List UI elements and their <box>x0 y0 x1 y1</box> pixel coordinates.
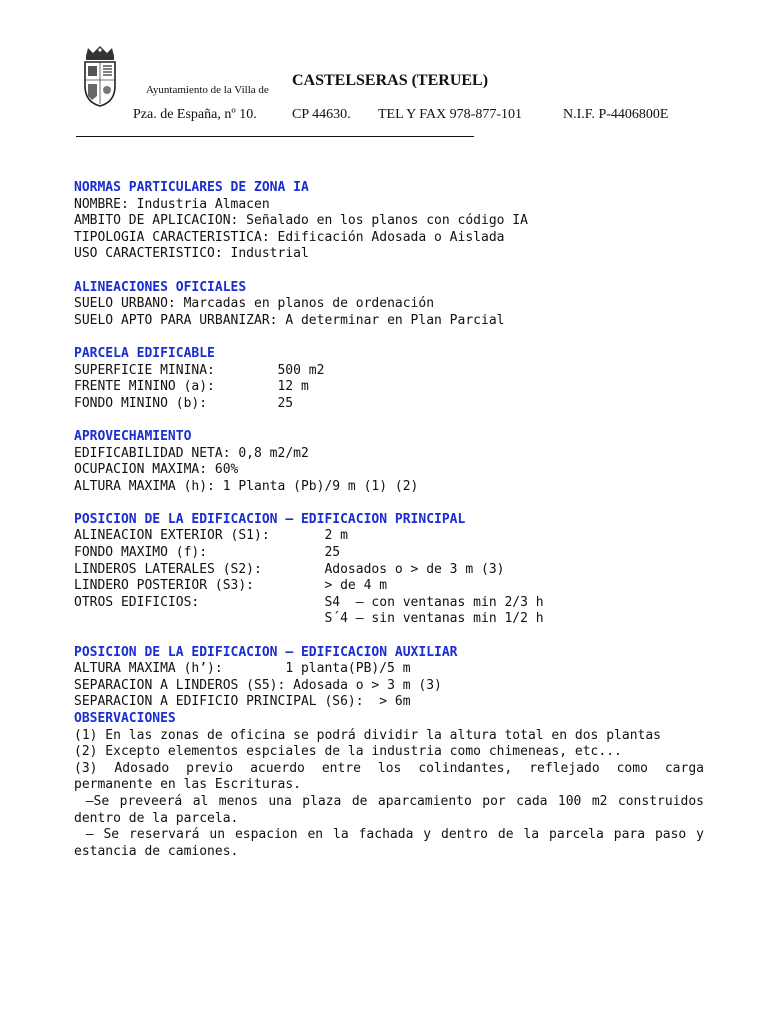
text-line: SEPARACION A EDIFICIO PRINCIPAL (S6): > 6m <box>74 694 411 710</box>
row-label: LINDEROS LATERALES (S2): <box>74 561 262 577</box>
section-heading: ALINEACIONES OFICIALES <box>74 279 247 295</box>
row-label: ALINEACION EXTERIOR (S1): <box>74 528 270 544</box>
row-value: 25 <box>277 395 294 411</box>
text-line: NOMBRE: Industria Almacen <box>74 196 270 212</box>
municipality-prefix: Ayuntamiento de la Villa de <box>146 84 269 96</box>
section-heading: APROVECHAMIENTO <box>74 428 192 444</box>
row-value: 2 m <box>324 528 348 544</box>
text-line: AMBITO DE APLICACION: Señalado en los planos con código IA <box>74 213 528 229</box>
row-label: LINDERO POSTERIOR (S3): <box>74 578 255 594</box>
text-line: TIPOLOGIA CARACTERISTICA: Edificación Adosada o Aislada <box>74 229 505 245</box>
note-paragraph: (3) Adosado previo acuerdo entre los colindantes, reflejado como carga permanente en las Escrituras. <box>74 760 704 793</box>
note-paragraph: – Se reservará un espacion en la fachada y dentro de la parcela para paso y estancia de camiones. <box>74 827 704 859</box>
row-label: FONDO MININO (b): <box>74 395 208 411</box>
note-paragraph: (1) En las zonas de oficina se podrá dividir la altura total en dos plantas <box>74 727 661 743</box>
row-value: 25 <box>324 545 341 561</box>
spacer <box>74 495 704 512</box>
row-value: Adosados o > de 3 m (3) <box>324 561 505 577</box>
row-label: ALTURA MAXIMA (h’): <box>74 661 223 677</box>
data-row <box>74 379 704 396</box>
row-label: OTROS EDIFICIOS: <box>74 594 200 610</box>
row-label: FRENTE MININO (a): <box>74 379 215 395</box>
row-label: FONDO MAXIMO (f): <box>74 545 208 561</box>
spacer <box>74 412 704 429</box>
section-heading: POSICION DE LA EDIFICACION – EDIFICACION PRINCIPAL <box>74 511 466 527</box>
document-body <box>74 180 704 860</box>
data-row <box>74 661 704 678</box>
data-row <box>74 528 704 545</box>
text-line: SUELO URBANO: Marcadas en planos de ordenación <box>74 296 435 312</box>
coat-of-arms-icon <box>80 44 120 108</box>
row-value: S´4 – sin ventanas min 1/2 h <box>324 611 544 627</box>
data-row <box>74 611 704 628</box>
spacer <box>74 628 704 645</box>
postcode: CP 44630. <box>292 107 351 122</box>
row-label: SUPERFICIE MININA: <box>74 362 215 378</box>
note-paragraph: –Se preveerá al menos una plaza de aparcamiento por cada 100 m2 construidos dentro de la parcela. <box>74 793 704 826</box>
note-paragraph: (2) Excepto elementos espciales de la industria como chimeneas, etc... <box>74 744 622 760</box>
spacer <box>74 263 704 280</box>
text-line: EDIFICABILIDAD NETA: 0,8 m2/m2 <box>74 445 309 461</box>
data-row <box>74 578 704 595</box>
nif: N.I.F. P-4406800E <box>563 107 669 122</box>
spacer <box>74 329 704 346</box>
section-heading: POSICION DE LA EDIFICACION – EDIFICACION AUXILIAR <box>74 644 458 660</box>
town-name: CASTELSERAS (TERUEL) <box>292 72 489 89</box>
data-row <box>74 363 704 380</box>
data-row <box>74 545 704 562</box>
row-value: 1 planta(PB)/5 m <box>285 661 411 677</box>
row-value: S4 – con ventanas min 2/3 h <box>324 594 544 610</box>
section-heading: PARCELA EDIFICABLE <box>74 345 215 361</box>
section-heading: OBSERVACIONES <box>74 711 176 726</box>
row-value: 500 m2 <box>277 362 325 378</box>
text-line: SEPARACION A LINDEROS (S5): Adosada o > 3 m (3) <box>74 677 442 693</box>
header-divider <box>76 136 474 137</box>
row-value: 12 m <box>277 379 309 395</box>
address: Pza. de España, nº 10. <box>133 107 257 122</box>
data-row <box>74 595 704 612</box>
row-label <box>74 611 324 628</box>
section-heading: NORMAS PARTICULARES DE ZONA IA <box>74 180 309 195</box>
text-line: ALTURA MAXIMA (h): 1 Planta (Pb)/9 m (1) (2) <box>74 478 419 494</box>
data-row <box>74 562 704 579</box>
data-row <box>74 396 704 413</box>
text-line: SUELO APTO PARA URBANIZAR: A determinar en Plan Parcial <box>74 312 505 328</box>
phone-fax: TEL Y FAX 978-877-101 <box>378 107 522 122</box>
text-line: USO CARACTERISTICO: Industrial <box>74 246 309 262</box>
text-line: OCUPACION MAXIMA: 60% <box>74 462 239 478</box>
row-value: > de 4 m <box>324 578 388 594</box>
